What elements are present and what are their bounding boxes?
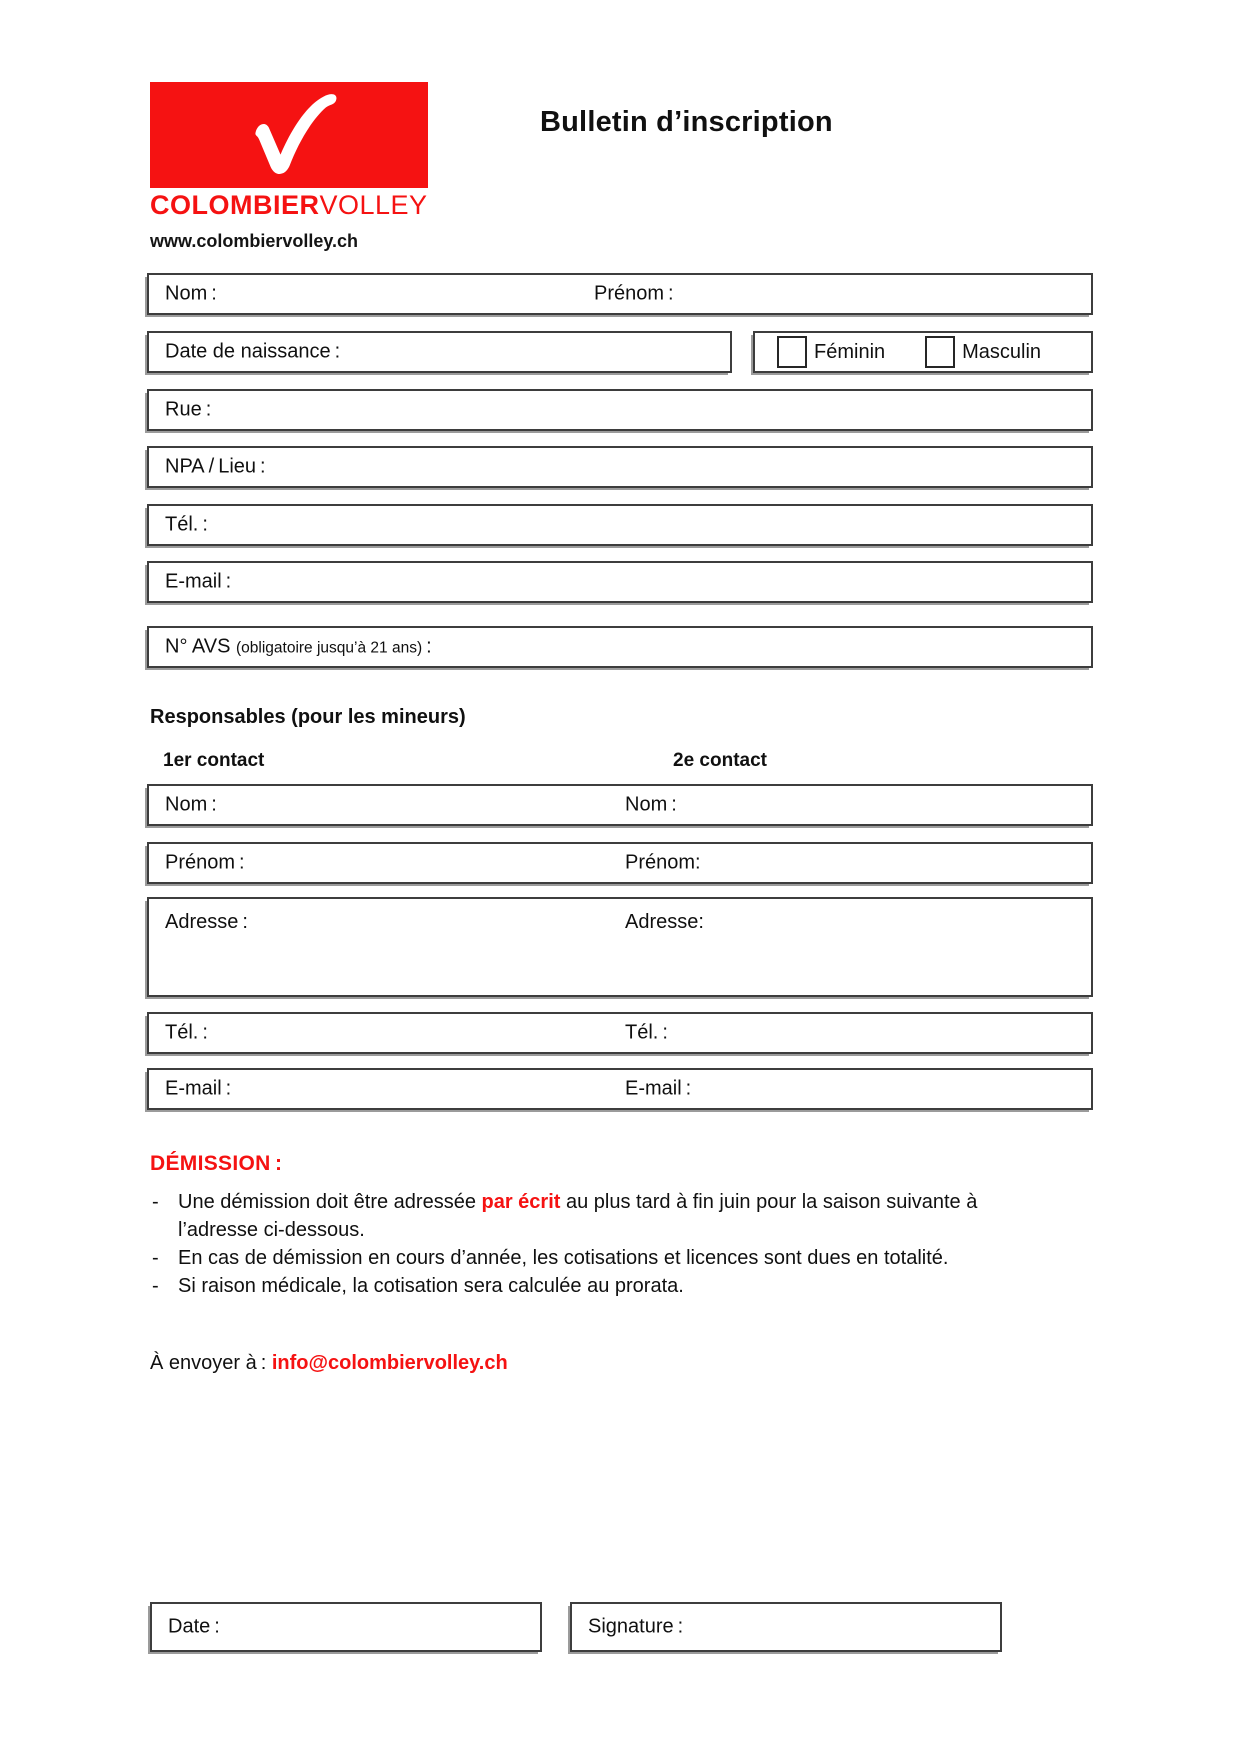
responsables-heading: Responsables (pour les mineurs) <box>150 706 466 728</box>
genre-field <box>753 331 1093 373</box>
bullet-dash: - <box>152 1275 159 1297</box>
email-field[interactable] <box>147 561 1093 603</box>
masculin-checkbox[interactable] <box>925 336 955 368</box>
resp-prenom2-label: Prénom: <box>625 851 701 874</box>
contact2-heading: 2e contact <box>673 750 767 771</box>
resp-prenom1-label: Prénom : <box>165 851 245 874</box>
resp-email2-label: E-mail : <box>625 1077 692 1100</box>
date-naissance-field[interactable] <box>147 331 732 373</box>
resp-tel2-label: Tél. : <box>625 1021 668 1044</box>
tel-field[interactable] <box>147 504 1093 546</box>
bullet-dash: - <box>152 1191 159 1213</box>
masculin-label: Masculin <box>962 340 1042 363</box>
send-to-line <box>150 1352 508 1375</box>
npa-lieu-field[interactable] <box>147 446 1093 488</box>
avs-label <box>165 636 432 659</box>
bullet-dash: - <box>152 1247 159 1269</box>
resp-tel1-label: Tél. : <box>165 1021 208 1044</box>
page-title: Bulletin d’inscription <box>540 106 833 138</box>
website-url: www.colombiervolley.ch <box>150 231 359 251</box>
contact1-heading: 1er contact <box>163 750 265 771</box>
resp-nom1-label: Nom : <box>165 793 217 816</box>
nom-label: Nom : <box>165 282 217 305</box>
avs-label-main: N° AVS <box>165 635 236 658</box>
resp-adresse2-label: Adresse: <box>625 911 704 933</box>
feminin-checkbox[interactable] <box>777 336 807 368</box>
bullet-text-highlight: par écrit <box>481 1191 561 1213</box>
demission-list <box>150 1188 980 1300</box>
signature-label: Signature : <box>588 1615 684 1638</box>
resp-email-field[interactable] <box>147 1068 1093 1110</box>
resp-adresse-field[interactable] <box>147 897 1093 997</box>
resp-adresse1-label: Adresse : <box>165 911 248 933</box>
bullet-text-pre: Si raison médicale, la cotisation sera calculée au prorata. <box>178 1275 684 1297</box>
rue-label: Rue : <box>165 398 212 421</box>
demission-heading: DÉMISSION : <box>150 1152 283 1175</box>
bullet-text-pre: En cas de démission en cours d’année, les cotisations et licences sont dues en totalité. <box>178 1247 949 1269</box>
list-item <box>150 1188 980 1244</box>
feminin-label: Féminin <box>814 340 886 363</box>
resp-prenom-field[interactable] <box>147 842 1093 884</box>
resp-nom-field[interactable] <box>147 784 1093 826</box>
date-label: Date : <box>168 1615 220 1638</box>
resp-tel-field[interactable] <box>147 1012 1093 1054</box>
avs-field[interactable] <box>147 626 1093 668</box>
npa-lieu-label: NPA / Lieu : <box>165 455 266 478</box>
brand-light: VOLLEY <box>319 190 428 220</box>
bullet-text-post: au plus tard à fin juin pour la saison suivante à l’adresse ci-dessous. <box>178 1191 978 1241</box>
avs-label-colon: : <box>422 635 432 658</box>
brand-wordmark <box>150 190 428 221</box>
list-item <box>150 1244 980 1272</box>
date-field[interactable] <box>150 1602 542 1652</box>
rue-field[interactable] <box>147 389 1093 431</box>
prenom-label: Prénom : <box>594 282 674 305</box>
resp-nom2-label: Nom : <box>625 793 677 816</box>
club-logo <box>150 82 428 188</box>
nom-prenom-field[interactable] <box>147 273 1093 315</box>
send-to-email[interactable]: info@colombiervolley.ch <box>271 1352 508 1374</box>
avs-label-note: (obligatoire jusqu’à 21 ans) <box>236 639 423 657</box>
email-label: E-mail : <box>165 570 232 593</box>
bullet-text-pre: Une démission doit être adressée <box>178 1191 482 1213</box>
tel-label: Tél. : <box>165 513 208 536</box>
resp-email1-label: E-mail : <box>165 1077 232 1100</box>
list-item <box>150 1272 980 1300</box>
date-naissance-label: Date de naissance : <box>165 340 341 363</box>
signature-field[interactable] <box>570 1602 1002 1652</box>
send-to-label: À envoyer à : <box>150 1352 272 1374</box>
brand-bold: COLOMBIER <box>150 190 320 220</box>
